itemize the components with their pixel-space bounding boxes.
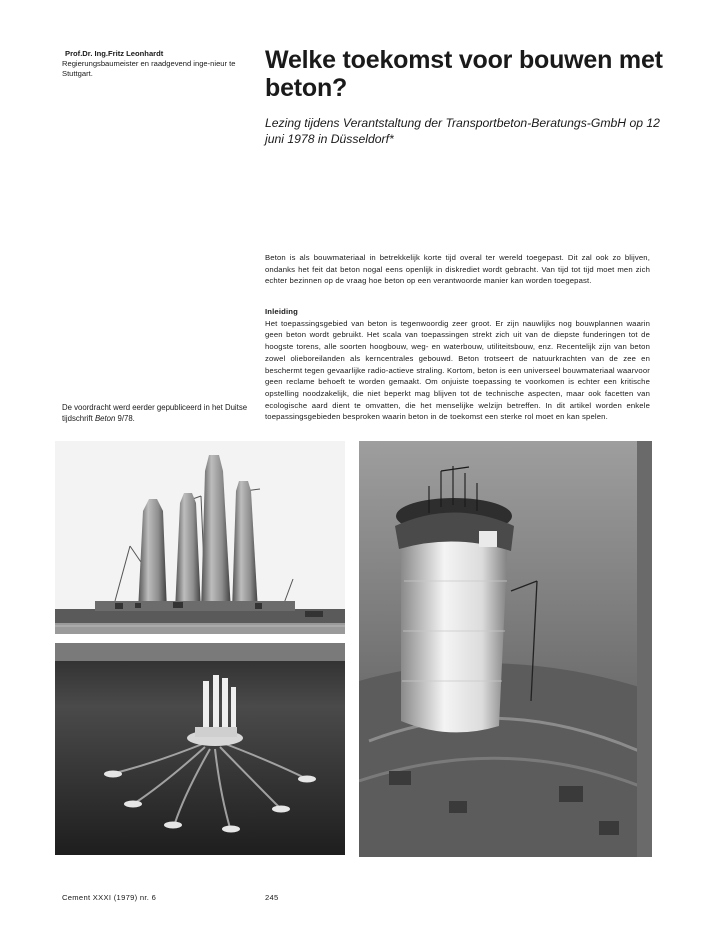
section-heading: Inleiding — [265, 307, 298, 316]
footer-journal: Cement XXXI (1979) nr. 6 — [62, 893, 157, 902]
publication-note — [62, 402, 252, 425]
photo-platform-towers — [55, 441, 345, 634]
author-block — [62, 49, 247, 79]
publication-note-text: De voordracht werd eerder gepubliceerd in het Duitse tijdschrift — [62, 403, 248, 424]
author-name: Prof.Dr. Ing.Fritz Leonhardt — [65, 49, 164, 58]
photo-platform-towing — [55, 643, 345, 855]
publication-note-journal: Beton — [94, 414, 116, 424]
article-subtitle: Lezing tijdens Verantstaltung der Transportbeton-Beratungs-GmbH op 12 juni 1978 in Düsseldorf* — [265, 116, 660, 147]
footer-page-number: 245 — [265, 893, 279, 902]
photo-concrete-shaft — [359, 441, 652, 857]
author-affiliation: Regierungsbaumeister en raadgevend inge-nieur te Stuttgart. — [62, 59, 236, 79]
section-inleiding — [265, 306, 650, 423]
intro-paragraph: Beton is als bouwmateriaal in betrekkelijk korte tijd overal ter wereld toegepast. Dit zal ook zo blijven, ondanks het feit dat beton nogal eens openlijk in diskrediet wordt gebracht. Van tijd tot tijd moet men zich echter bezinnen op de vraag hoe beton op een verantwoorde manier kan worden toegepast. — [265, 253, 650, 286]
publication-note-issue: 9/78. — [115, 414, 135, 424]
article-title: Welke toekomst voor bouwen met beton? — [265, 46, 663, 102]
section-body: Het toepassingsgebied van beton is tegenwoordig zeer groot. Er zijn nauwlijks nog bouwplannen waarin geen beton wordt gebruikt. Het scala van toepassingen strekt zich uit van de diepste funderingen tot de hoogste torens, alle soorten hoogbouw, weg- en waterbouw, utiliteitsbouw, enz. Recentelijk zijn van beton zowel olieboreilanden als kerncentrales gebouwd. Beton trotseert de natuurkrachten van de zee en beschermt tegen gevaarlijke radio-actieve straling. Kortom, beton is een universeel bouwmateriaal waarvoor geen reclame behoeft te worden gemaakt. Om onjuiste toepassing te voorkomen is echter een kritische opstelling noodzakelijk, die niet beperkt mag blijven tot de technische aspecten, maar ook facetten van ecologische aard dient te omvatten, die het menselijke welzijn betreffen. In dit artikel worden enkele toepassingsgebieden besproken waarin beton in de toekomst een sterke rol moet en kan spelen. — [265, 318, 650, 422]
